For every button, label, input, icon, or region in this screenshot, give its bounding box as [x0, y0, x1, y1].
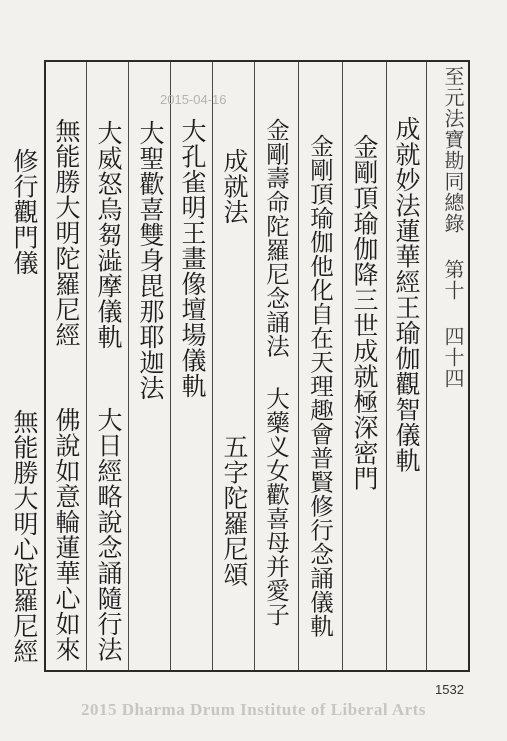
text-column-9: 無能勝大明陀羅尼經 佛說如意輪蓮華心如來 — [52, 118, 81, 662]
text-column-1: 成就妙法蓮華經王瑜伽觀智儀軌 — [392, 116, 421, 473]
text-column-6: 大孔雀明王畫像壇場儀軌 — [178, 118, 207, 399]
column-rule — [212, 62, 213, 670]
text-column-4: 金剛壽命陀羅尼念誦法 大藥义女歡喜母并愛子 — [262, 118, 290, 627]
column-rule — [254, 62, 255, 670]
text-column-5: 成就法 五字陀羅尼頌 — [220, 148, 249, 587]
text-column-8: 大威怒烏芻澁摩儀軌 大日經略說念誦隨行法 — [94, 120, 123, 662]
page-number: 1532 — [435, 682, 464, 697]
date-stamp: 2015-04-16 — [160, 92, 227, 107]
column-rule — [298, 62, 299, 670]
page-header: 至元法寶勘同總錄 第十 四十四 — [441, 66, 465, 389]
column-rule — [386, 62, 387, 670]
column-rule — [342, 62, 343, 670]
column-rule — [86, 62, 87, 670]
text-column-3: 金剛頂瑜伽他化自在天理趣會普賢修行念誦儀軌 — [306, 134, 334, 638]
text-column-2: 金剛頂瑜伽降三世成就極深密門 — [350, 134, 379, 491]
column-rule — [128, 62, 129, 670]
text-column-7: 大聖歡喜雙身毘那耶迦法 — [136, 120, 165, 401]
column-rule — [426, 62, 427, 670]
column-rule — [170, 62, 171, 670]
watermark: 2015 Dharma Drum Institute of Liberal Arts — [81, 700, 426, 719]
text-column-10: 修行觀門儀 無能勝大明心陀羅尼經 — [10, 148, 39, 664]
page-frame — [10, 60, 470, 672]
